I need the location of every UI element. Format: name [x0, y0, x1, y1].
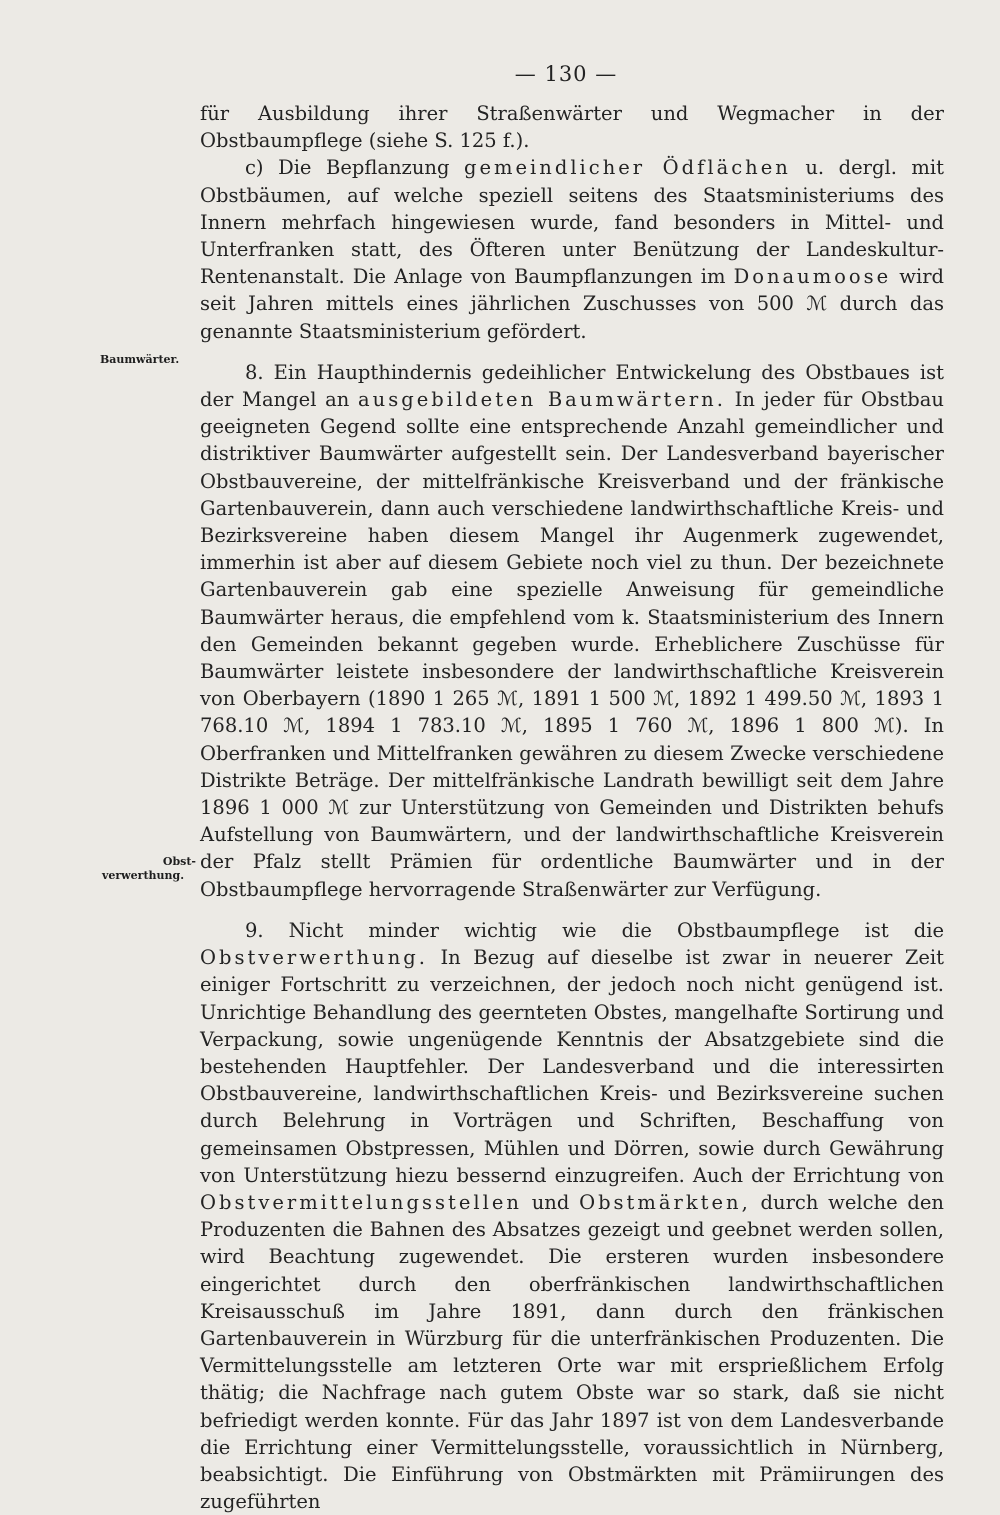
emphasis-text: Donaumoose	[733, 265, 892, 289]
paragraph-8	[200, 359, 944, 903]
paragraph-9	[200, 917, 944, 1515]
margin-note-text: Baumwärter.	[100, 353, 180, 366]
emphasis-text: gemeindlicher Ödflächen	[463, 156, 791, 180]
margin-note-obstverwerthung	[100, 855, 196, 883]
emphasis-text: Obstmärkten,	[579, 1190, 751, 1214]
text-run: und	[521, 1190, 580, 1214]
margin-note-line: Obst-	[162, 855, 196, 868]
text-run: durch welche den Produzenten die Bahnen des Absatzes gezeigt und geebnet werden sollen, wird Beachtung zugewendet. Die ersteren wurden insbesondere eingerichtet durch den oberfränkischen landwirthschaftlichen Kreisausschuß im Jahre 1891, dann durch den fränkischen Gartenbauverein in Würzburg für die unterfränkischen Produzenten. Die Vermittelungsstelle am letzteren Orte war mit ersprießlichem Erfolg thätig; die Nachfrage nach gutem Obste war so stark, daß sie nicht befriedigt werden konnte. Für das Jahr 1897 ist von dem Landesverbande die Errichtung einer Vermittelungsstelle, voraussichtlich in Nürnberg, beabsichtigt. Die Einführung von Obstmärkten mit Prämiirungen des zugeführten	[200, 1190, 944, 1514]
emphasis-text: Obstverwerthung.	[200, 946, 428, 970]
emphasis-text: Obstvermittelungsstellen	[200, 1190, 522, 1214]
text-run: 8. Ein Haupthindernis gedeihlicher Entwickelung des Obstbaues ist der Mangel an	[200, 360, 944, 412]
margin-note-line: verwerthung.	[102, 869, 185, 882]
paragraph-c	[200, 154, 944, 344]
paragraph-text: für Ausbildung ihrer Straßenwärter und Wegmacher in der Obstbaumpflege (siehe S. 125 f.).	[200, 102, 944, 153]
text-run: c) Die Bepflanzung	[245, 156, 464, 180]
page-number	[0, 62, 1000, 86]
text-run: In jeder für Obstbau geeigneten Gegend sollte eine entsprechende Anzahl gemeindlicher und distriktiver Baumwärter aufgestellt sein. Der Landesverband bayerischer Obstbauvereine, der mittelfränkische Kreisverband und der fränkische Gartenbauverein, dann auch verschiedene landwirthschaftliche Kreis- und Bezirksvereine haben diesem Mangel ihr Augenmerk zugewendet, immerhin ist aber auf diesem Gebiete noch viel zu thun. Der bezeichnete Gartenbauverein gab eine spezielle Anweisung für gemeindliche Baumwärter heraus, die empfehlend vom k. Staatsministerium des Innern den Gemeinden bekannt gegeben wurde. Erheblichere Zuschüsse für Baumwärter leistete insbesondere der landwirthschaftliche Kreisverein von Oberbayern (1890 1 265 ℳ, 1891 1 500 ℳ, 1892 1 499.50 ℳ, 1893 1 768.10 ℳ, 1894 1 783.10 ℳ, 1895 1 760 ℳ, 1896 1 800 ℳ). In Oberfranken und Mittelfranken gewähren zu diesem Zwecke verschiedene Distrikte Beträge. Der mittelfränkische Landrath bewilligt seit dem Jahre 1896 1 000 ℳ zur Unterstützung von Gemeinden und Distrikten behufs Aufstellung von Baumwärtern, und der landwirthschaftliche Kreisverein der Pfalz stellt Prämien für ordentliche Baumwärter und in der Obstbaumpflege hervorragende Straßenwärter zur Verfügung.	[200, 388, 944, 901]
document-body	[200, 100, 944, 1515]
text-run: 9. Nicht minder wichtig wie die Obstbaumpflege ist die	[245, 918, 944, 942]
text-run: u. dergl. mit Obstbäumen, auf welche speziell seitens des Staatsministeriums des Innern mehrfach hingewiesen wurde, fand besonders in Mittel- und Unterfranken statt, des Öfteren unter Benützung der Landeskultur-Rentenanstalt. Die Anlage von Baumpflanzungen im	[200, 156, 944, 289]
text-run: In Bezug auf dieselbe ist zwar in neuerer Zeit einiger Fortschritt zu verzeichnen, der jedoch noch nicht genügend ist. Unrichtige Behandlung des geernteten Obstes, mangelhafte Sortirung und Verpackung, sowie ungenügende Kenntnis der Absatzgebiete sind die bestehenden Hauptfehler. Der Landesverband und die interessirten Obstbauvereine, landwirthschaftlichen Kreis- und Bezirksvereine suchen durch Belehrung in Vorträgen und Schriften, Beschaffung von gemeinsamen Obstpressen, Mühlen und Dörren, sowie durch Gewährung von Unterstützung hiezu bessernd einzugreifen. Auch der Errichtung von	[200, 946, 944, 1187]
page-number-text: — 130 —	[514, 62, 618, 86]
paragraph-continuation	[200, 100, 944, 154]
margin-note-baumwaerter	[100, 353, 196, 367]
text-run: wird seit Jahren mittels eines jährlichen Zuschusses von 500 ℳ durch das genannte Staatsministerium gefördert.	[200, 265, 944, 343]
emphasis-text: ausgebildeten Baumwärtern.	[358, 388, 726, 412]
